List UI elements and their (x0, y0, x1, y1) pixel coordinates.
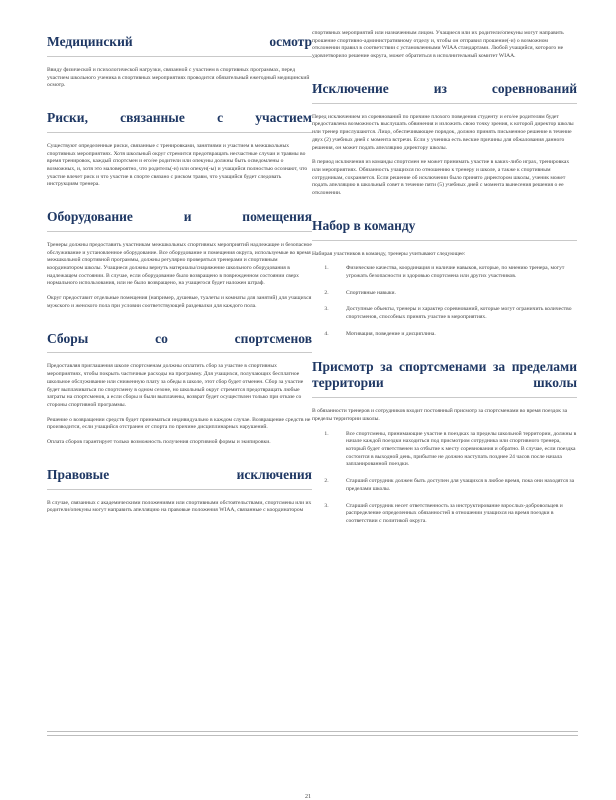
section-medical-exam (47, 30, 312, 90)
heading-facilities: Оборудование и помещения (47, 205, 312, 232)
paragraph: В период исключения из команды спортсмен не может принимать участие в каких-либо играх, тренировках или мероприятиях. Обязанность учащихся по отношению к тренеру и школе, а также к спортивным сотрудникам, сохраняется. Если решение об исключении было принято директором школы, ученик может подать апелляцию в школьный совет в течение пяти (5) учебных дней с момента вынесения решения о ее отклонении. (312, 159, 570, 197)
footer-divider (47, 735, 578, 736)
footer-divider (47, 731, 578, 732)
heading-risks: Риски, связанные с участием (47, 106, 312, 133)
heading-athlete-fees: Сборы со спортсменов (47, 327, 312, 354)
paragraph: Оплата сборов гарантирует только возможность получения спортивной формы и экипировки. (47, 439, 271, 446)
paragraph: Ввиду физической и психологической нагрузки, связанной с участием в спортивных программах, перед участием школьного ученика в спортивных мероприятиях проводится обязательный ежегодный медицинский осмотр. (47, 66, 310, 89)
list-item: 2. Спортивные навыки. (330, 290, 577, 298)
heading-exclusion: Исключение из соревнований (312, 77, 577, 104)
heading-medical-exam: Медицинский осмотр (47, 30, 312, 57)
section-team-selection (312, 214, 577, 339)
paragraph: В случае, связанных с академическими положениями или спортивными обстоятельствами, спортсмены или их родители/опекуны могут направить апелляцию на правовые положения WIAA, связанные с координатором (47, 499, 312, 514)
section-legal-exceptions (47, 463, 312, 515)
heading-supervision: Присмотр за спортсменами за пределами территории школы (312, 355, 577, 399)
heading-legal-exceptions: Правовые исключения (47, 463, 312, 490)
right-column (312, 30, 577, 542)
section-athlete-fees (47, 327, 312, 447)
heading-team-selection: Набор в команду (312, 214, 577, 241)
paragraph: спортивных мероприятий или назначенным лицом. Учащиеся или их родители/опекуны могут направить прошение спортивно-административному отделу и, чтобы он отправил прошение(-и) о возможном отклонении правил в соответствии с установленными WIAA стандартами. Любой учащийся, которого не удовлетворило решение округа, может обратиться в исполнительный комитет WIAA. (312, 30, 564, 60)
section-facilities (47, 205, 312, 311)
section-risks (47, 106, 312, 189)
section-supervision (312, 355, 577, 526)
selection-list (312, 265, 577, 338)
list-item: 1. Физические качества, координация и наличие навыков, которые, по мнению тренера, могут угрожать безопасности и здоровью спортсмена или других участников. (330, 265, 577, 280)
paragraph: Решение о возвращении средств будет приниматься индивидуально в каждом случае. Возвращение средств не производится, если учащийся отстранен от спорта по причине дисциплинарных нарушений. (47, 416, 311, 431)
page-number: 21 (305, 794, 311, 800)
left-column (47, 30, 312, 531)
paragraph: В обязанности тренеров и сотрудников входит постоянный присмотр за спортсменами во время поездок за пределы территории школы. (312, 408, 568, 422)
list-item: 3. Старший сотрудник несет ответственность за инструктирование взрослых-добровольцев и распределение определенных обязанностей в отношении учащихся на время поездки в соответствии с политикой округа. (330, 503, 577, 526)
supervision-list (312, 431, 577, 526)
list-item: 1. Все спортсмены, принимающие участие в поездках за пределы школьной территории, должны в начале каждой поездки находиться под присмотром сотрудника или спортивного тренера, который будет ответственен за отбытие к месту соревнования и обратно. В случае, если поездка состоится в выходной день, прибытие не должно наступать позднее 24 часов после начала запланированной поездки. (330, 431, 577, 470)
paragraph: Округ предоставит отдельные помещения (например, душевые, туалеты и комнаты для занятий) для учащихся мужского и женского пола при условии соответствующей раздевалки для каждого пола. (47, 295, 312, 309)
paragraph: Тренеры должны предоставить участникам межшкольных спортивных мероприятий надлежащее и безопасное обслуживание и установленное оборудование. Все оборудование и помещения округа, используемые во время межшкольной спортивной программы, должны регулярно проверяться тренерами и спортивным координатором школы. Учащиеся должны вернуть материалы/снаряжение школьного оборудования в надлежащем состоянии. В случае, если оборудование было возвращено в поврежденном состоянии сверх нормального использования, или не было возвращено, на учащегося будет наложен штраф. (47, 241, 312, 287)
list-item: 3. Доступные объекты, тренеры и характер соревнований, которые могут ограничить количество спортсменов, способных принять участие в мероприятиях. (330, 306, 577, 321)
list-item: 2. Старший сотрудник должен быть доступен для учащихся в любое время, пока они находятся за пределами школы. (330, 478, 577, 493)
list-item: 4. Мотивация, поведение и дисциплина. (330, 331, 577, 339)
paragraph: Перед исключением из соревнований по причине плохого поведения студенту и его/ее родителям будет предоставлена возможность выслушать обвинения и изложить свою точку зрения, к которой директор школы или тренер прислушаются. Лицо, обеспечивающее порядок, должно принять письменное решение в течение двух (2) учебных дней с момента встречи. Если у ученика есть веские причины для обжалования данного решения, он может подать апелляцию директору школы. (312, 113, 574, 151)
section-exclusion (312, 77, 577, 198)
section-continuation (312, 30, 577, 61)
paragraph: Набирая участников в команду, тренеры учитывают следующее: (312, 250, 466, 257)
paragraph: Существуют определенные риски, связанные с тренировками, занятиями и участием в межшкольных спортивных мероприятиях. Хотя школьный округ стремится предотвращать несчастные случаи и травмы во время тренировок, каждый спортсмен и его/ее родители или опекуны должны быть осведомлены о возможных, и, хотя это маловероятно, что родитель(-и) или опекун(-ы) и учащийся полностью осознают, что участие влечет риск и что участие в спорте связано с риском травм, что учащийся будет следовать инструкциям тренера. (47, 142, 308, 188)
paragraph: Предоставляя приглашения школе спортсменам должны оплатить сбор за участие в спортивных мероприятиях, чтобы покрыть частичные расходы на программу. Для учащихся, получающих бесплатное школьное обслуживание или сниженную плату за обеды в школе, этот сбор будет отменен. Сбор за участие будет выплачиваться по спортсмену в одном сезоне, но школьный округ стремится предотвращать любые затраты на спортсменов, а если сборы и были выплачены, возврат будет осуществлен только при отказе со стороны спортивной программы. (47, 363, 304, 408)
